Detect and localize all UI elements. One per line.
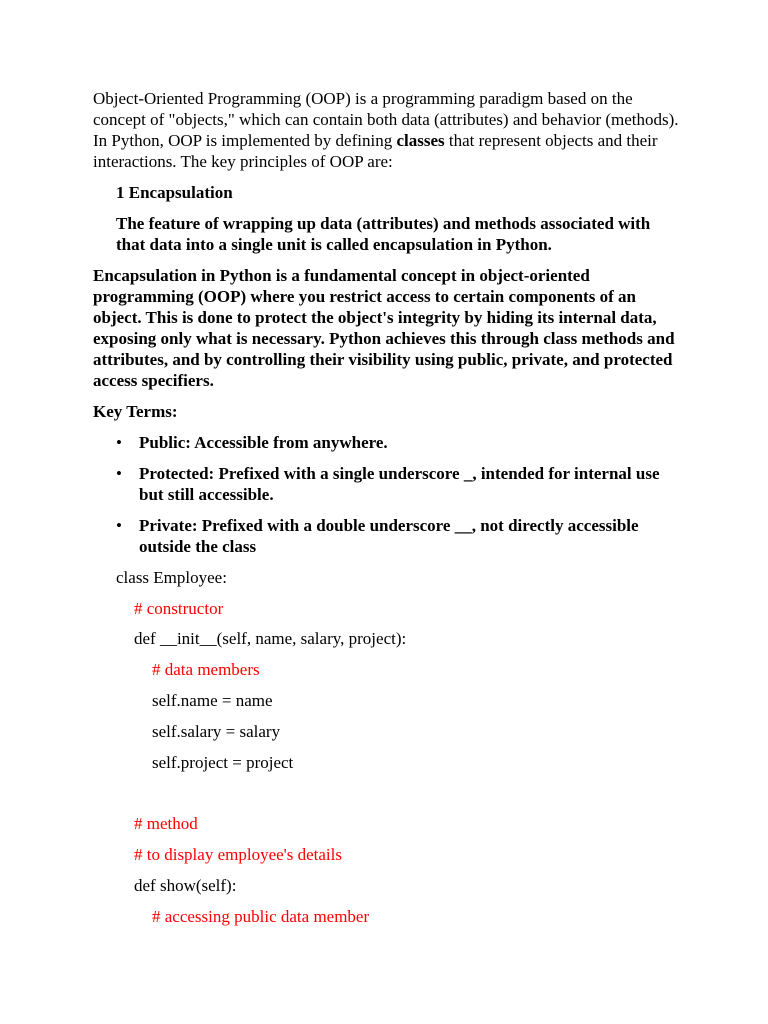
code-comment: # method <box>134 814 198 833</box>
section-heading: 1 Encapsulation <box>116 183 233 202</box>
code-line: def __init__(self, name, salary, project): <box>134 629 407 648</box>
bullet-icon: • <box>116 464 122 483</box>
code-line: def show(self): <box>134 876 237 895</box>
bullet-icon: • <box>116 516 122 535</box>
intro-text-start: Object-Oriented Programming (OOP) is a programming paradigm based on the concept of "objects," which can contain both data (attributes) and behavior (methods). In Python, OOP is implemented by defining <box>93 89 679 150</box>
code-line: self.project = project <box>152 753 294 772</box>
intro-text-end: that represent objects and their interactions. The key principles of OOP are: <box>93 131 658 171</box>
intro-paragraph <box>93 88 683 172</box>
code-line: self.salary = salary <box>152 722 281 741</box>
code-line: self.name = name <box>152 691 273 710</box>
key-term-private: Private: Prefixed with a double underscore __, not directly accessible outside the class <box>139 516 639 556</box>
code-comment: # constructor <box>134 599 224 618</box>
code-comment: # accessing public data member <box>152 907 370 926</box>
key-term-protected: Protected: Prefixed with a single underscore _, intended for internal use but still accessible. <box>139 464 660 504</box>
code-comment: # to display employee's details <box>134 845 342 864</box>
encapsulation-definition: The feature of wrapping up data (attributes) and methods associated with that data into a single unit is called encapsulation in Python. <box>116 214 651 254</box>
encapsulation-explanation: Encapsulation in Python is a fundamental concept in object-oriented programming (OOP) where you restrict access to certain components of an object. This is done to protect the object's integrity by hiding its internal data, exposing only what is necessary. Python achieves this through class methods and attributes, and by controlling their visibility using public, private, and protected access specifiers. <box>93 266 675 390</box>
code-line: class Employee: <box>116 568 227 587</box>
code-comment: # data members <box>152 660 260 679</box>
key-term-public: Public: Accessible from anywhere. <box>139 433 388 452</box>
intro-bold-classes: classes <box>396 131 445 150</box>
key-terms-heading: Key Terms: <box>93 402 178 421</box>
bullet-icon: • <box>116 433 122 452</box>
